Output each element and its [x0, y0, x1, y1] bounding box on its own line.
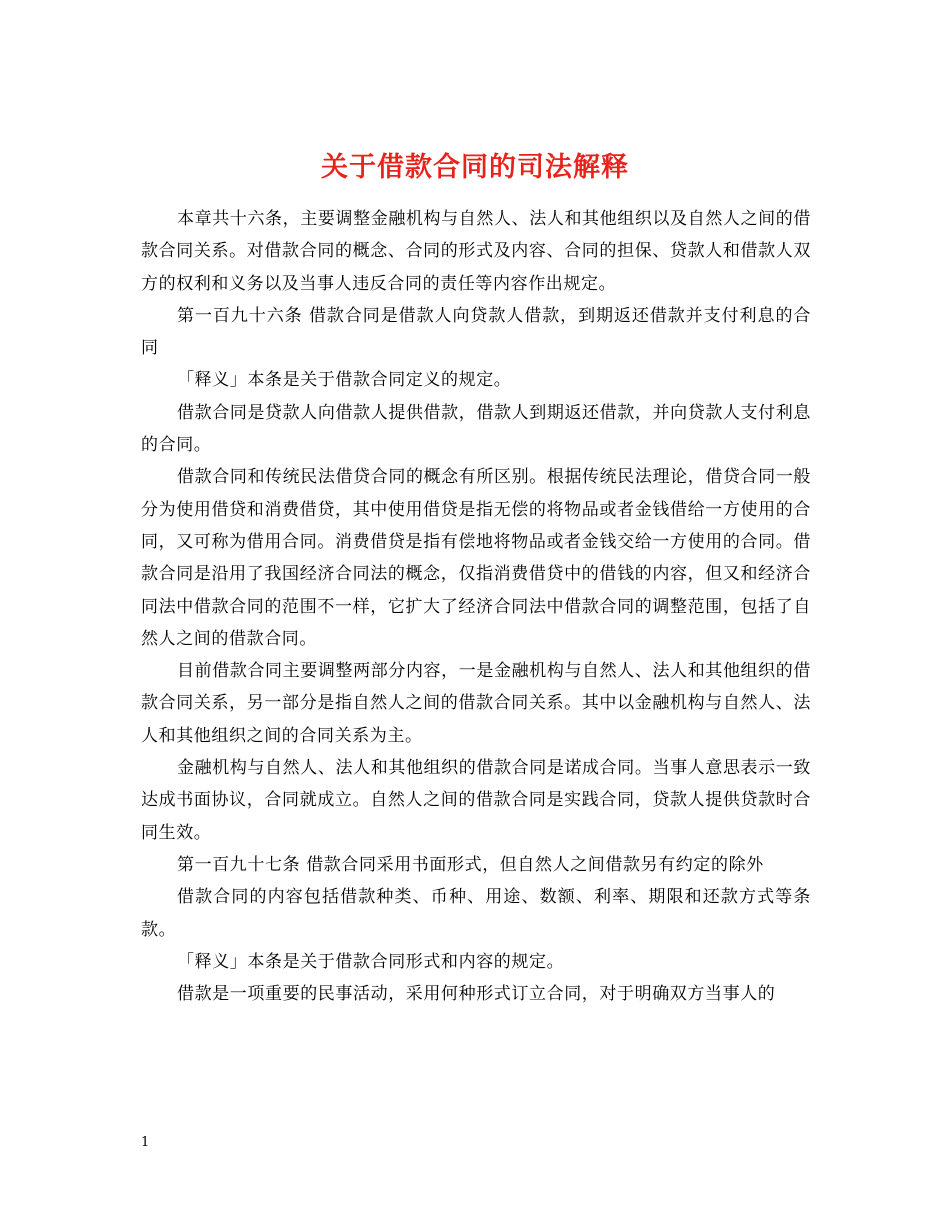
- paragraph: 「释义」本条是关于借款合同定义的规定。: [177, 370, 512, 391]
- paragraph: 金融机构与自然人、法人和其他组织的借款合同是诺成合同。当事人意思表示一致达成书面协议，合同就成立。自然人之间的借款合同是实践合同，贷款人提供贷款时合同生效。: [141, 758, 811, 843]
- paragraph: 「释义」本条是关于借款合同形式和内容的规定。: [177, 951, 565, 972]
- page-number: 1: [141, 1135, 150, 1150]
- paragraph: 第一百九十七条 借款合同采用书面形式，但自然人之间借款另有约定的除外: [177, 854, 764, 875]
- paragraph: 借款是一项重要的民事活动，采用何种形式订立合同，对于明确双方当事人的: [177, 984, 776, 1005]
- paragraph: 第一百九十六条 借款合同是借款人向贷款人借款，到期返还借款并支付利息的合同: [141, 305, 811, 359]
- paragraph: 借款合同是贷款人向借款人提供借款，借款人到期返还借款，并向贷款人支付利息的合同。: [141, 402, 811, 456]
- document-body: [141, 203, 811, 1010]
- paragraph: 目前借款合同主要调整两部分内容，一是金融机构与自然人、法人和其他组织的借款合同关系，另一部分是指自然人之间的借款合同关系。其中以金融机构与自然人、法人和其他组织之间的合同关系为主。: [141, 661, 811, 746]
- document-title: 关于借款合同的司法解释: [321, 152, 629, 184]
- paragraph: 借款合同和传统民法借贷合同的概念有所区别。根据传统民法理论，借贷合同一般分为使用借贷和消费借贷，其中使用借贷是指无偿的将物品或者金钱借给一方使用的合同，又可称为借用合同。消费借贷是指有偿地将物品或者金钱交给一方使用的合同。借款合同是沿用了我国经济合同法的概念，仅指消费借贷中的借钱的内容，但又和经济合同法中借款合同的范围不一样，它扩大了经济合同法中借款合同的调整范围，包括了自然人之间的借款合同。: [141, 467, 811, 649]
- paragraph: 本章共十六条，主要调整金融机构与自然人、法人和其他组织以及自然人之间的借款合同关系。对借款合同的概念、合同的形式及内容、合同的担保、贷款人和借款人双方的权利和义务以及当事人违反合同的责任等内容作出规定。: [141, 209, 811, 294]
- paragraph: 借款合同的内容包括借款种类、币种、用途、数额、利率、期限和还款方式等条款。: [141, 887, 811, 940]
